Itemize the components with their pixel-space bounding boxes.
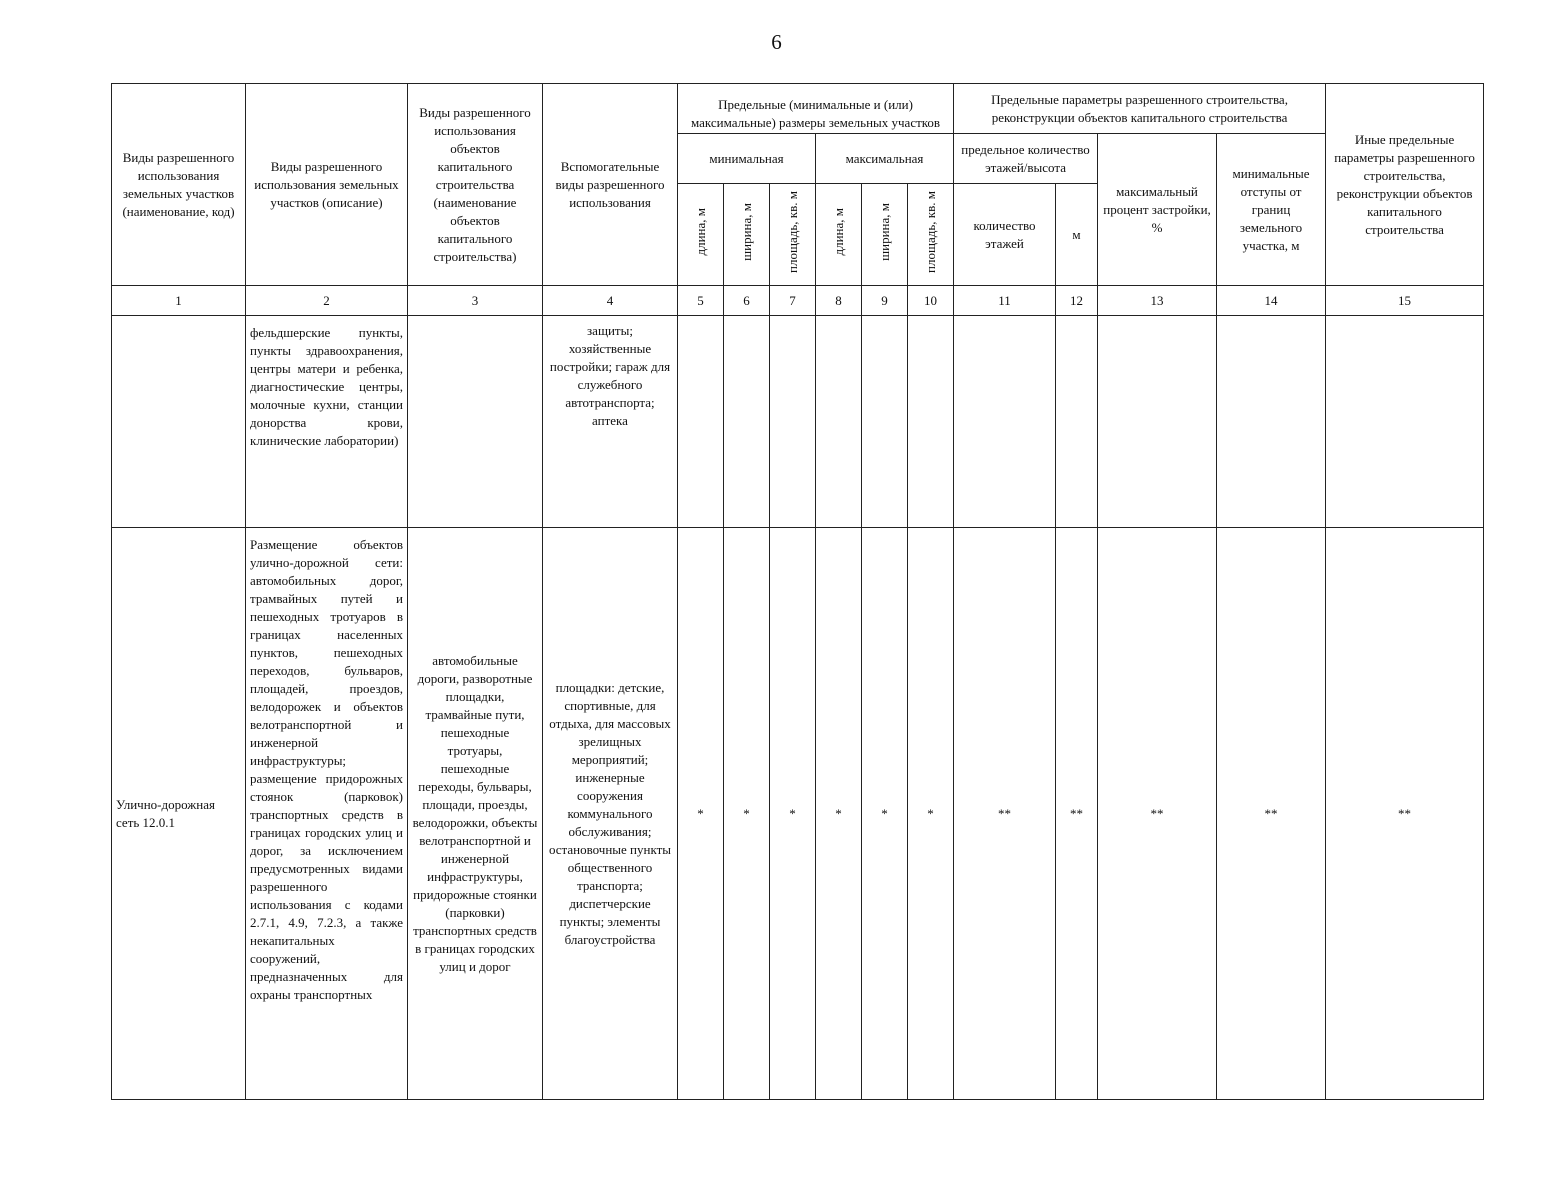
header-min: минимальная [678,134,816,184]
col-num-1: 1 [112,286,246,316]
header-c3: Виды разрешенного использования объектов капитального строительства (наименование объектов капитального строительства) [408,84,543,286]
row2-c11: ** [954,528,1056,1100]
col-num-7: 7 [770,286,816,316]
col-num-8: 8 [816,286,862,316]
row1-c2: фельдшерские пункты, пункты здравоохранения, центры матери и ребенка, диагностические центры, молочные кухни, станции донорства крови, клинические лаборатории) [246,316,408,528]
land-use-table [111,83,1484,1100]
col-num-12: 12 [1056,286,1098,316]
row1-c11 [954,316,1056,528]
header-max-length: длина, м [816,184,862,286]
header-c1: Виды разрешенного использования земельных участков (наименование, код) [112,84,246,286]
col-num-2: 2 [246,286,408,316]
col-num-4: 4 [543,286,678,316]
col-num-10: 10 [908,286,954,316]
table-row [112,316,1484,528]
header-min-width: ширина, м [724,184,770,286]
row1-c8 [816,316,862,528]
row2-c13: ** [1098,528,1217,1100]
col-num-13: 13 [1098,286,1217,316]
col-num-3: 3 [408,286,543,316]
header-size-group: Предельные (минимальные и (или) максимальные) размеры земельных участков [678,84,954,134]
col-num-15: 15 [1326,286,1484,316]
table-row [112,528,1484,1100]
header-setbacks: минимальные отступы от границ земельного участка, м [1217,134,1326,286]
header-coverage: максимальный процент застройки, % [1098,134,1217,286]
row2-c12: ** [1056,528,1098,1100]
row2-c4: площадки: детские, спортивные, для отдыха, для массовых зрелищных мероприятий; инженерные сооружения коммунального обслуживания; остановочные пункты общественного транспорта; диспетчерские пункты; элементы благоустройства [543,528,678,1100]
row1-c10 [908,316,954,528]
header-min-length: длина, м [678,184,724,286]
row2-c1: Улично-дорожная сеть 12.0.1 [112,528,246,1100]
header-params-group: Предельные параметры разрешенного строительства, реконструкции объектов капитального строительства [954,84,1326,134]
header-other: Иные предельные параметры разрешенного строительства, реконструкции объектов капитального строительства [1326,84,1484,286]
row1-c4: защиты; хозяйственные постройки; гараж для служебного автотранспорта; аптека [543,316,678,528]
header-floors: количество этажей [954,184,1056,286]
col-num-5: 5 [678,286,724,316]
header-max-width: ширина, м [862,184,908,286]
row1-c3 [408,316,543,528]
header-max: максимальная [816,134,954,184]
page-number: 6 [771,30,782,54]
header-meters: м [1056,184,1098,286]
row1-c14 [1217,316,1326,528]
col-num-9: 9 [862,286,908,316]
col-num-6: 6 [724,286,770,316]
row1-c7 [770,316,816,528]
row1-c13 [1098,316,1217,528]
header-c2: Виды разрешенного использования земельных участков (описание) [246,84,408,286]
row2-c8: * [816,528,862,1100]
row1-c5 [678,316,724,528]
row2-c10: * [908,528,954,1100]
row2-c2: Размещение объектов улично-дорожной сети: автомобильных дорог, трамвайных путей и пешеходных тротуаров в границах населенных пунктов, пешеходных переходов, бульваров, площадей, проездов, велодорожек и объектов велотранспортной и инженерной инфраструктуры; размещение придорожных стоянок (парковок) транспортных средств в границах городских улиц и дорог, за исключением предусмотренных видами разрешенного использования с кодами 2.7.1, 4.9, 7.2.3, а также некапитальных сооружений, предназначенных для охраны транспортных [246,528,408,1100]
row2-c3: автомобильные дороги, разворотные площадки, трамвайные пути, пешеходные тротуары, пешеходные переходы, бульвары, площади, проезды, велодорожки, объекты велотранспортной и инженерной инфраструктуры, придорожные стоянки (парковки) транспортных средств в границах городских улиц и дорог [408,528,543,1100]
row1-c1 [112,316,246,528]
row2-c14: ** [1217,528,1326,1100]
row1-c6 [724,316,770,528]
row2-c5: * [678,528,724,1100]
header-max-area: площадь, кв. м [908,184,954,286]
row2-c9: * [862,528,908,1100]
col-num-14: 14 [1217,286,1326,316]
header-c4: Вспомогательные виды разрешенного использования [543,84,678,286]
row2-c7: * [770,528,816,1100]
col-num-11: 11 [954,286,1056,316]
row1-c12 [1056,316,1098,528]
header-floors-height: предельное количество этажей/высота [954,134,1098,184]
row2-c15: ** [1326,528,1484,1100]
row1-c15 [1326,316,1484,528]
column-number-row [112,286,1484,316]
row2-c6: * [724,528,770,1100]
row1-c9 [862,316,908,528]
header-min-area: площадь, кв. м [770,184,816,286]
